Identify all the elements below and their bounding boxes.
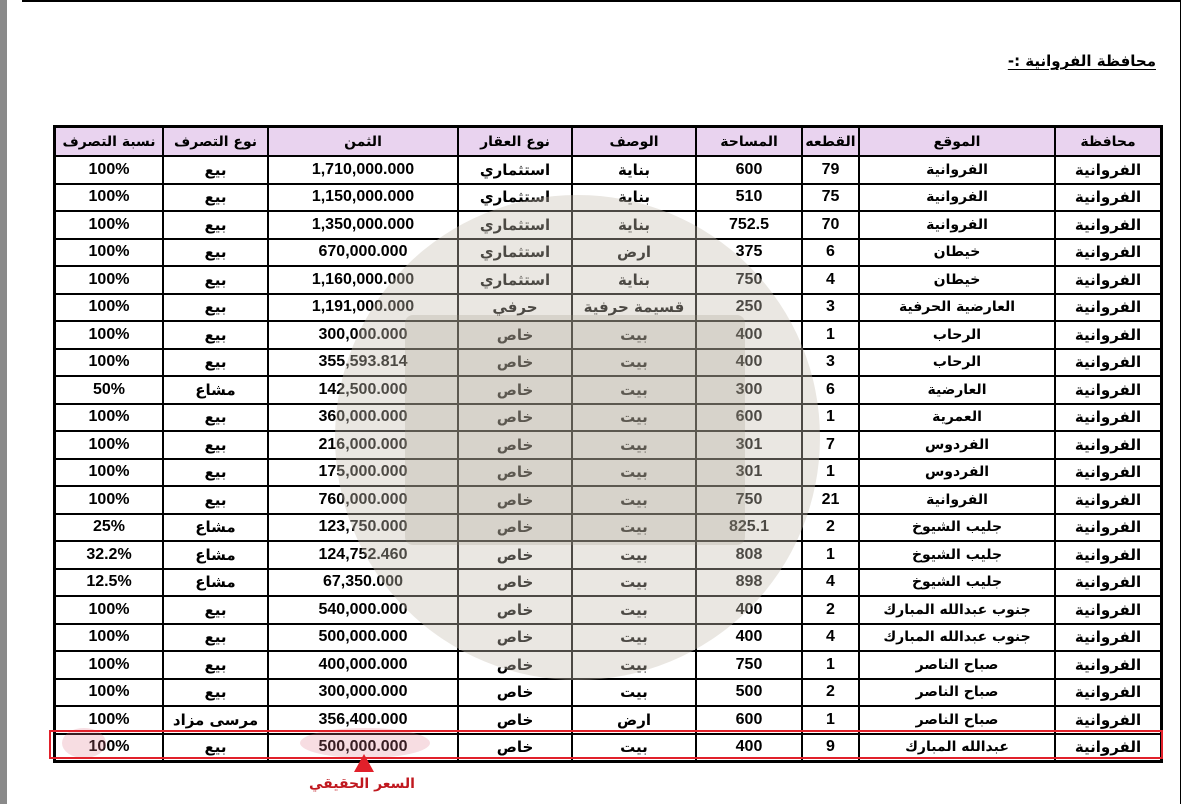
table-body [55, 156, 1162, 762]
table-row [55, 514, 1162, 542]
table-cell: بناية [572, 184, 696, 212]
table-cell: 4 [802, 569, 859, 597]
table-cell: خاص [458, 349, 572, 377]
table-cell: 500 [696, 679, 802, 707]
table-row [55, 486, 1162, 514]
table-cell: الفروانية [1055, 239, 1162, 267]
table-cell: ارض [572, 239, 696, 267]
table-cell: 100% [55, 349, 164, 377]
table-row [55, 211, 1162, 239]
table-cell: 750 [696, 651, 802, 679]
table-cell: 600 [696, 156, 802, 184]
table-cell: الرحاب [859, 349, 1055, 377]
right-rule [1180, 0, 1181, 804]
table-cell: العمرية [859, 404, 1055, 432]
table-cell: 2 [802, 514, 859, 542]
table-cell: بيع [163, 294, 268, 322]
column-header: نوع التصرف [163, 127, 268, 157]
table-cell: 300,000.000 [268, 321, 458, 349]
table-cell: الفروانية [1055, 486, 1162, 514]
table-cell: الفردوس [859, 431, 1055, 459]
column-header: الثمن [268, 127, 458, 157]
table-cell: الفروانية [1055, 679, 1162, 707]
table-cell: 6 [802, 376, 859, 404]
table-cell: 400 [696, 349, 802, 377]
table-cell: 400 [696, 321, 802, 349]
table-cell: الفروانية [1055, 349, 1162, 377]
table-cell: 400 [696, 596, 802, 624]
column-header: نسبة التصرف [55, 127, 164, 157]
real-price-label: السعر الحقيقي [309, 776, 415, 792]
table-cell: بيت [572, 596, 696, 624]
table-cell: 100% [55, 651, 164, 679]
table-cell: بيع [163, 596, 268, 624]
table-cell: بيع [163, 459, 268, 487]
table-cell: خيطان [859, 266, 1055, 294]
table-cell: 898 [696, 569, 802, 597]
table-cell: 67,350.000 [268, 569, 458, 597]
table-cell: 4 [802, 266, 859, 294]
table-cell: 100% [55, 679, 164, 707]
table-cell: 500,000.000 [268, 624, 458, 652]
table-cell: خاص [458, 541, 572, 569]
table-cell: العارضية [859, 376, 1055, 404]
table-cell: جليب الشيوخ [859, 514, 1055, 542]
table-cell: 12.5% [55, 569, 164, 597]
table-cell: قسيمة حرفية [572, 294, 696, 322]
table-cell: ارض [572, 706, 696, 734]
table-cell: بيت [572, 486, 696, 514]
column-header: القطعه [802, 127, 859, 157]
table-cell: بيع [163, 486, 268, 514]
table-cell: بيع [163, 349, 268, 377]
table-cell: 124,752.460 [268, 541, 458, 569]
table-row [55, 266, 1162, 294]
page-edge-shadow [0, 0, 7, 804]
table-cell: استثماري [458, 156, 572, 184]
section-title: محافظة الفروانية :- [1007, 52, 1156, 70]
table-cell: الفروانية [1055, 266, 1162, 294]
table-row [55, 239, 1162, 267]
table-row [55, 596, 1162, 624]
table-cell: جنوب عبدالله المبارك [859, 596, 1055, 624]
table-cell: 600 [696, 404, 802, 432]
table-cell: بيع [163, 211, 268, 239]
table-cell: الفردوس [859, 459, 1055, 487]
table-cell: الفروانية [1055, 376, 1162, 404]
table-cell: بيت [572, 734, 696, 762]
table-cell: استثماري [458, 266, 572, 294]
table-cell: 750 [696, 486, 802, 514]
table-cell: بيت [572, 541, 696, 569]
table-row [55, 349, 1162, 377]
table-cell: 670,000.000 [268, 239, 458, 267]
table-cell: 21 [802, 486, 859, 514]
table-cell: بيع [163, 156, 268, 184]
table-cell: 1 [802, 321, 859, 349]
table-cell: بيع [163, 184, 268, 212]
table-cell: 100% [55, 156, 164, 184]
table-cell: 355,593.814 [268, 349, 458, 377]
table-cell: بيت [572, 404, 696, 432]
table-cell: استثماري [458, 211, 572, 239]
table-cell: 300 [696, 376, 802, 404]
table-cell: الفروانية [1055, 431, 1162, 459]
table-cell: الفروانية [1055, 596, 1162, 624]
table-cell: 50% [55, 376, 164, 404]
table-cell: بيع [163, 734, 268, 762]
table-cell: 1 [802, 541, 859, 569]
table-cell: خيطان [859, 239, 1055, 267]
table-cell: جليب الشيوخ [859, 569, 1055, 597]
table-cell: بيع [163, 239, 268, 267]
table-row [55, 294, 1162, 322]
table-cell: 760,000.000 [268, 486, 458, 514]
table-cell: 1,160,000.000 [268, 266, 458, 294]
table-cell: 301 [696, 431, 802, 459]
table-cell: خاص [458, 596, 572, 624]
table-cell: 375 [696, 239, 802, 267]
sales-table [53, 125, 1163, 763]
table-cell: مشاع [163, 376, 268, 404]
table-cell: 2 [802, 679, 859, 707]
table-cell: 750 [696, 266, 802, 294]
table-cell: 100% [55, 211, 164, 239]
table-cell: 100% [55, 404, 164, 432]
table-cell: 32.2% [55, 541, 164, 569]
column-header: نوع العقار [458, 127, 572, 157]
table-cell: 100% [55, 596, 164, 624]
table-cell: الفروانية [859, 211, 1055, 239]
table-cell: 510 [696, 184, 802, 212]
table-cell: 300,000.000 [268, 679, 458, 707]
table-cell: 1,350,000.000 [268, 211, 458, 239]
table-cell: 100% [55, 624, 164, 652]
table-cell: 100% [55, 734, 164, 762]
table-cell: بيع [163, 404, 268, 432]
table-cell: خاص [458, 459, 572, 487]
table-cell: خاص [458, 651, 572, 679]
table-cell: مرسى مزاد [163, 706, 268, 734]
table-cell: 9 [802, 734, 859, 762]
table-cell: العارضية الحرفية [859, 294, 1055, 322]
table-cell: بيت [572, 376, 696, 404]
table-cell: الفروانية [859, 486, 1055, 514]
table-cell: بيت [572, 514, 696, 542]
table-cell: 100% [55, 431, 164, 459]
table-cell: عبدالله المبارك [859, 734, 1055, 762]
table-cell: حرفي [458, 294, 572, 322]
table-cell: 1,150,000.000 [268, 184, 458, 212]
table-cell: صباح الناصر [859, 651, 1055, 679]
table-row [55, 404, 1162, 432]
table-row [55, 679, 1162, 707]
table-cell: مشاع [163, 569, 268, 597]
table-cell: الفروانية [1055, 706, 1162, 734]
table-cell: بيت [572, 349, 696, 377]
table-cell: الفروانية [1055, 541, 1162, 569]
table-cell: 1 [802, 651, 859, 679]
table-cell: 1 [802, 459, 859, 487]
table-cell: 4 [802, 624, 859, 652]
table-cell: 25% [55, 514, 164, 542]
table-cell: بيت [572, 459, 696, 487]
table-cell: الفروانية [1055, 404, 1162, 432]
table-cell: 7 [802, 431, 859, 459]
table-cell: 75 [802, 184, 859, 212]
table-cell: خاص [458, 431, 572, 459]
table-row [55, 184, 1162, 212]
table-cell: خاص [458, 624, 572, 652]
table-row [55, 706, 1162, 734]
table-row [55, 541, 1162, 569]
table-cell: جنوب عبدالله المبارك [859, 624, 1055, 652]
column-header: الوصف [572, 127, 696, 157]
table-cell: بيت [572, 569, 696, 597]
table-cell: 500,000.000 [268, 734, 458, 762]
table-cell: الرحاب [859, 321, 1055, 349]
table-cell: الفروانية [1055, 184, 1162, 212]
table-cell: الفروانية [1055, 294, 1162, 322]
table-cell: الفروانية [1055, 651, 1162, 679]
table-cell: 216,000.000 [268, 431, 458, 459]
table-cell: 1 [802, 706, 859, 734]
table-cell: بيع [163, 321, 268, 349]
table-cell: 100% [55, 486, 164, 514]
table-row [55, 321, 1162, 349]
table-cell: مشاع [163, 514, 268, 542]
table-cell: بيع [163, 624, 268, 652]
table-cell: 142,500.000 [268, 376, 458, 404]
table-cell: استثماري [458, 239, 572, 267]
table-cell: جليب الشيوخ [859, 541, 1055, 569]
column-header: الموقع [859, 127, 1055, 157]
table-cell: بيع [163, 431, 268, 459]
table-cell: 360,000.000 [268, 404, 458, 432]
table-cell: خاص [458, 404, 572, 432]
table-cell: الفروانية [1055, 156, 1162, 184]
table-cell: بيت [572, 321, 696, 349]
table-cell: بيت [572, 679, 696, 707]
table-cell: 100% [55, 706, 164, 734]
table-row [55, 624, 1162, 652]
up-arrow-icon [354, 754, 374, 772]
table-cell: 825.1 [696, 514, 802, 542]
table-cell: 400 [696, 624, 802, 652]
table-cell: 3 [802, 349, 859, 377]
table-cell: خاص [458, 321, 572, 349]
table-cell: خاص [458, 376, 572, 404]
table-cell: 3 [802, 294, 859, 322]
table-cell: خاص [458, 486, 572, 514]
table-cell: 250 [696, 294, 802, 322]
table-cell: خاص [458, 569, 572, 597]
table-cell: 356,400.000 [268, 706, 458, 734]
table-cell: بيع [163, 679, 268, 707]
table-row [55, 156, 1162, 184]
table-cell: 100% [55, 321, 164, 349]
table-cell: الفروانية [859, 156, 1055, 184]
table-cell: بناية [572, 211, 696, 239]
table-cell: 808 [696, 541, 802, 569]
column-header: محافظة [1055, 127, 1162, 157]
table-cell: 100% [55, 184, 164, 212]
table-cell: صباح الناصر [859, 706, 1055, 734]
table-row [55, 569, 1162, 597]
table-row [55, 651, 1162, 679]
table-cell: 400,000.000 [268, 651, 458, 679]
table-cell: 301 [696, 459, 802, 487]
table-cell: بيع [163, 651, 268, 679]
table-cell: الفروانية [1055, 734, 1162, 762]
table-cell: الفروانية [859, 184, 1055, 212]
table-row [55, 734, 1162, 762]
table-cell: 2 [802, 596, 859, 624]
table-cell: 100% [55, 239, 164, 267]
table-cell: 1,710,000.000 [268, 156, 458, 184]
table-cell: خاص [458, 679, 572, 707]
table-cell: الفروانية [1055, 569, 1162, 597]
table-cell: بناية [572, 156, 696, 184]
table-cell: 70 [802, 211, 859, 239]
table-cell: استثماري [458, 184, 572, 212]
column-header: المساحة [696, 127, 802, 157]
table-row [55, 376, 1162, 404]
table-cell: 175,000.000 [268, 459, 458, 487]
table-cell: الفروانية [1055, 321, 1162, 349]
table-cell: الفروانية [1055, 514, 1162, 542]
table-cell: 1 [802, 404, 859, 432]
table-cell: الفروانية [1055, 459, 1162, 487]
table-cell: 123,750.000 [268, 514, 458, 542]
table-header-row [55, 127, 1162, 157]
table-cell: خاص [458, 706, 572, 734]
table-cell: الفروانية [1055, 211, 1162, 239]
table-row [55, 459, 1162, 487]
table-cell: بيت [572, 651, 696, 679]
table-cell: 100% [55, 294, 164, 322]
table-cell: صباح الناصر [859, 679, 1055, 707]
table-cell: خاص [458, 734, 572, 762]
table-cell: بيع [163, 266, 268, 294]
table-cell: 400 [696, 734, 802, 762]
table-cell: 100% [55, 266, 164, 294]
table-cell: خاص [458, 514, 572, 542]
table-cell: الفروانية [1055, 624, 1162, 652]
table-cell: مشاع [163, 541, 268, 569]
table-cell: 1,191,000.000 [268, 294, 458, 322]
table-cell: 100% [55, 459, 164, 487]
table-cell: بيت [572, 624, 696, 652]
table-cell: 540,000.000 [268, 596, 458, 624]
top-rule [22, 0, 1180, 2]
table-cell: 600 [696, 706, 802, 734]
table-cell: بيت [572, 431, 696, 459]
table-cell: 752.5 [696, 211, 802, 239]
table-row [55, 431, 1162, 459]
table-cell: 6 [802, 239, 859, 267]
table-cell: 79 [802, 156, 859, 184]
table-cell: بناية [572, 266, 696, 294]
